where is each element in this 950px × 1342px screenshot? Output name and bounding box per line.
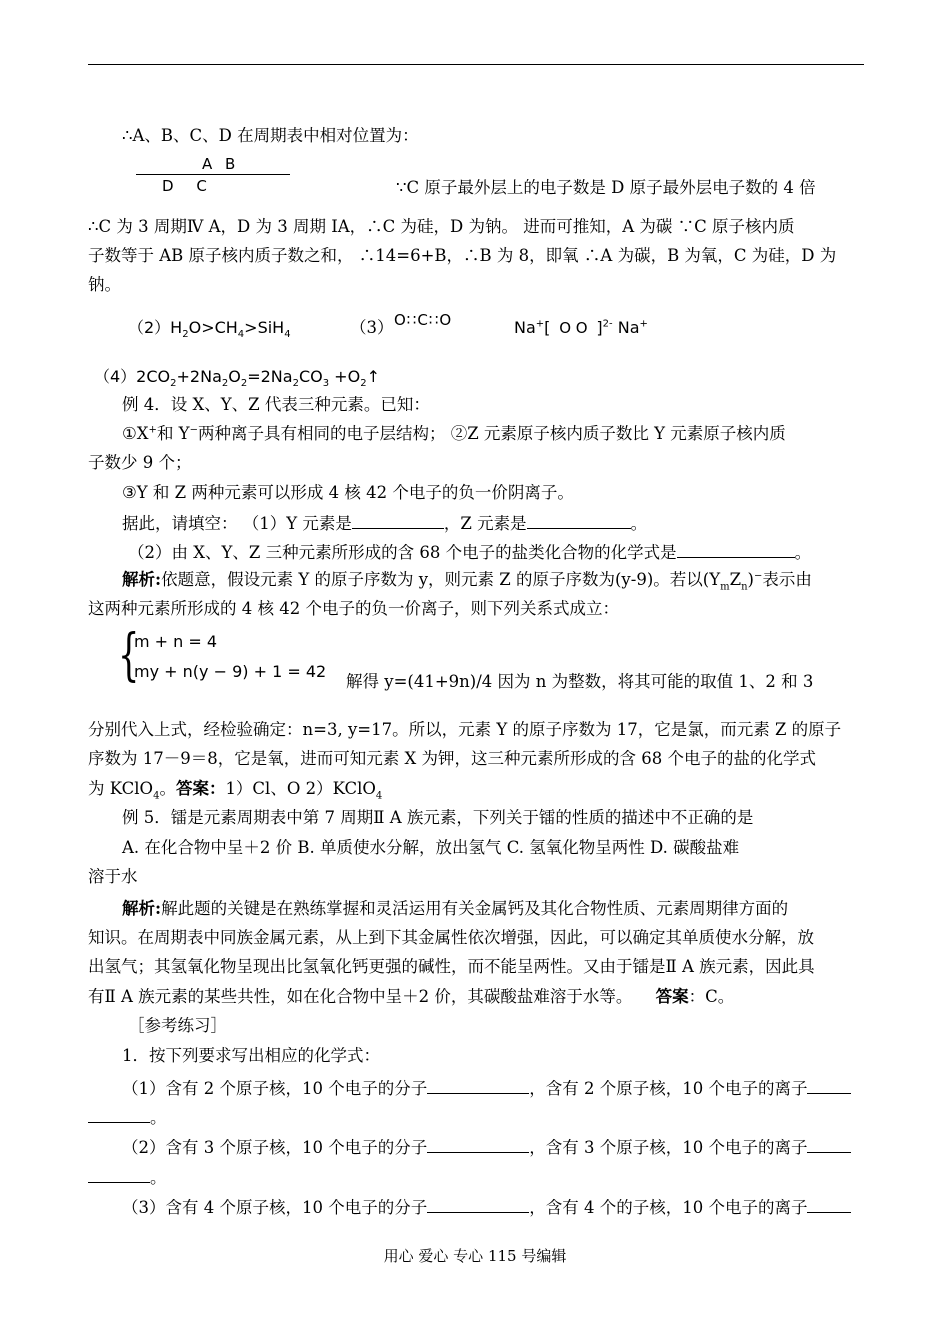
answer-line: 有Ⅱ A 族元素的某些共性，如在化合物中呈＋2 价，其碳酸盐难溶于水等。 答案：C。 — [88, 987, 735, 1006]
answer-line: 为 KClO$_4$。答案：1）Cl、O 2）KClO$_4$ — [88, 779, 383, 802]
answer-blank[interactable] — [807, 1075, 851, 1094]
text-line: 序数为 17－9＝8，它是氧，进而可知元素 X 为钾，这三种元素所形成的含 68 个电子的盐的化学式 — [88, 749, 816, 768]
analysis-line: 解析:依题意，假设元素 Y 的原子序数为 y，则元素 Z 的原子序数为(y-9)。若以$(Y_mZ_n)^-$表示由 — [122, 570, 812, 593]
text-line: 分别代入上式，经检验确定：n=3, y=17。所以，元素 Y 的原子序数为 17，它是氯，而元素 Z 的原子 — [88, 720, 842, 739]
header-rule — [88, 64, 864, 65]
example-4-title: 例 4．设 X、Y、Z 代表三种元素。已知： — [122, 395, 430, 414]
answer-blank-z[interactable] — [527, 510, 631, 529]
answer-blank[interactable] — [427, 1075, 529, 1094]
text-line: 出氢气；其氢氧化物呈现出比氢氧化钙更强的碱性，而不能呈两性。又由于镭是Ⅱ A 族元素，因此具 — [88, 957, 815, 976]
equation-2: my + n(y − 9) + 1 = 42 — [134, 662, 327, 681]
answer-blank-y[interactable] — [352, 510, 444, 529]
fill-in-question: 据此，请填空： （1）Y 元素是 ，Z 元素是 。 — [122, 510, 647, 536]
text-line: 溶于水 — [88, 867, 138, 886]
text-line: ③Y 和 Z 两种元素可以形成 4 核 42 个电子的负一价阴离子。 — [122, 483, 574, 502]
table-top-labels: A B — [202, 155, 240, 173]
text-line: 钠。 — [88, 275, 121, 294]
formula-line-4: $(4)2CO_2+2Na_2O_2=2Na_2CO_3$ $+O_2↑$ — [94, 367, 380, 390]
exercise-line: 。 — [88, 1164, 167, 1190]
formula-line-2-3: $(2)H_2O>CH_4>SiH_4$ — [128, 318, 291, 341]
text-line: 知识。在周期表中同族金属元素，从上到下其金属性依次增强，因此，可以确定其单质使水分解，放 — [88, 928, 814, 947]
equation-brace: { — [118, 623, 140, 688]
answer-blank[interactable] — [88, 1104, 150, 1123]
text-line: 这两种元素所形成的 4 核 42 个电子的负一价离子，则下列关系式成立： — [88, 599, 619, 618]
table-bottom-labels: D C — [162, 177, 207, 195]
na2o2-formula: Na+[ O O ]$^{2-}$ Na+ — [514, 316, 648, 340]
answer-blank[interactable] — [88, 1164, 150, 1183]
table-rule — [136, 174, 290, 175]
text-line: ∴C 为 3 周期Ⅳ A，D 为 3 周期 IA，∴C 为硅，D 为钠。 进而可推知，A 为碳 ∵C 原子核内质 — [88, 217, 795, 236]
page-footer: 用心 爱心 专心 115 号编辑 — [383, 1247, 567, 1265]
text-line: 1．按下列要求写出相应的化学式： — [122, 1046, 380, 1065]
text-line: ①X+和 Y−两种离子具有相同的电子层结构； ②Z 元素原子核内质子数比 Y 元素原子核内质 — [122, 424, 786, 443]
exercise-line: （1）含有 2 个原子核，10 个电子的分子 ，含有 2 个原子核，10 个电子的离子 — [122, 1075, 851, 1101]
part-3-label: （3） — [350, 318, 394, 337]
answer-blank[interactable] — [807, 1134, 851, 1153]
o2-electron-dot: O O — [559, 319, 588, 337]
fill-in-question: （2）由 X、Y、Z 三种元素所形成的含 68 个电子的盐类化合物的化学式是 。 — [128, 539, 811, 565]
text-line: 子数等于 AB 原子核内质子数之和， ∴14=6+B，∴B 为 8，即氧 ∴A 为碳，B 为氧，C 为硅，D 为 — [88, 246, 837, 265]
answer-blank-formula[interactable] — [677, 539, 795, 558]
answer-blank[interactable] — [427, 1194, 529, 1213]
analysis-line: 解析:解此题的关键是在熟练掌握和灵活运用有关金属钙及其化合物性质、元素周期律方面的 — [122, 899, 789, 918]
options-line: A. 在化合物中呈＋2 价 B. 单质使水分解，放出氢气 C. 氢氧化物呈两性 D. 碳酸盐难 — [122, 838, 740, 857]
text-line: ∵C 原子最外层上的电子数是 D 原子最外层电子数的 4 倍 — [396, 178, 816, 197]
exercise-line: （3）含有 4 个原子核，10 个电子的分子 ，含有 4 个的子核，10 个电子的离子 — [122, 1194, 851, 1220]
equation-1: m + n = 4 — [134, 632, 218, 651]
text-line: 子数少 9 个； — [88, 453, 192, 472]
section-heading: ［参考练习］ — [128, 1016, 227, 1035]
exercise-line: 。 — [88, 1104, 167, 1130]
example-5-title: 例 5．镭是元素周期表中第 7 周期Ⅱ A 族元素，下列关于镭的性质的描述中不正确的是 — [122, 808, 754, 827]
text-line: ∴A、B、C、D 在周期表中相对位置为： — [122, 126, 419, 145]
exercise-line: （2）含有 3 个原子核，10 个电子的分子 ，含有 3 个原子核，10 个电子的离子 — [122, 1134, 851, 1160]
text-line: 解得 y=(41+9n)/4 因为 n 为整数，将其可能的取值 1、2 和 3 — [346, 672, 814, 691]
co2-electron-dot: O∷C∷O — [394, 311, 453, 329]
answer-blank[interactable] — [427, 1134, 529, 1153]
answer-blank[interactable] — [807, 1194, 851, 1213]
